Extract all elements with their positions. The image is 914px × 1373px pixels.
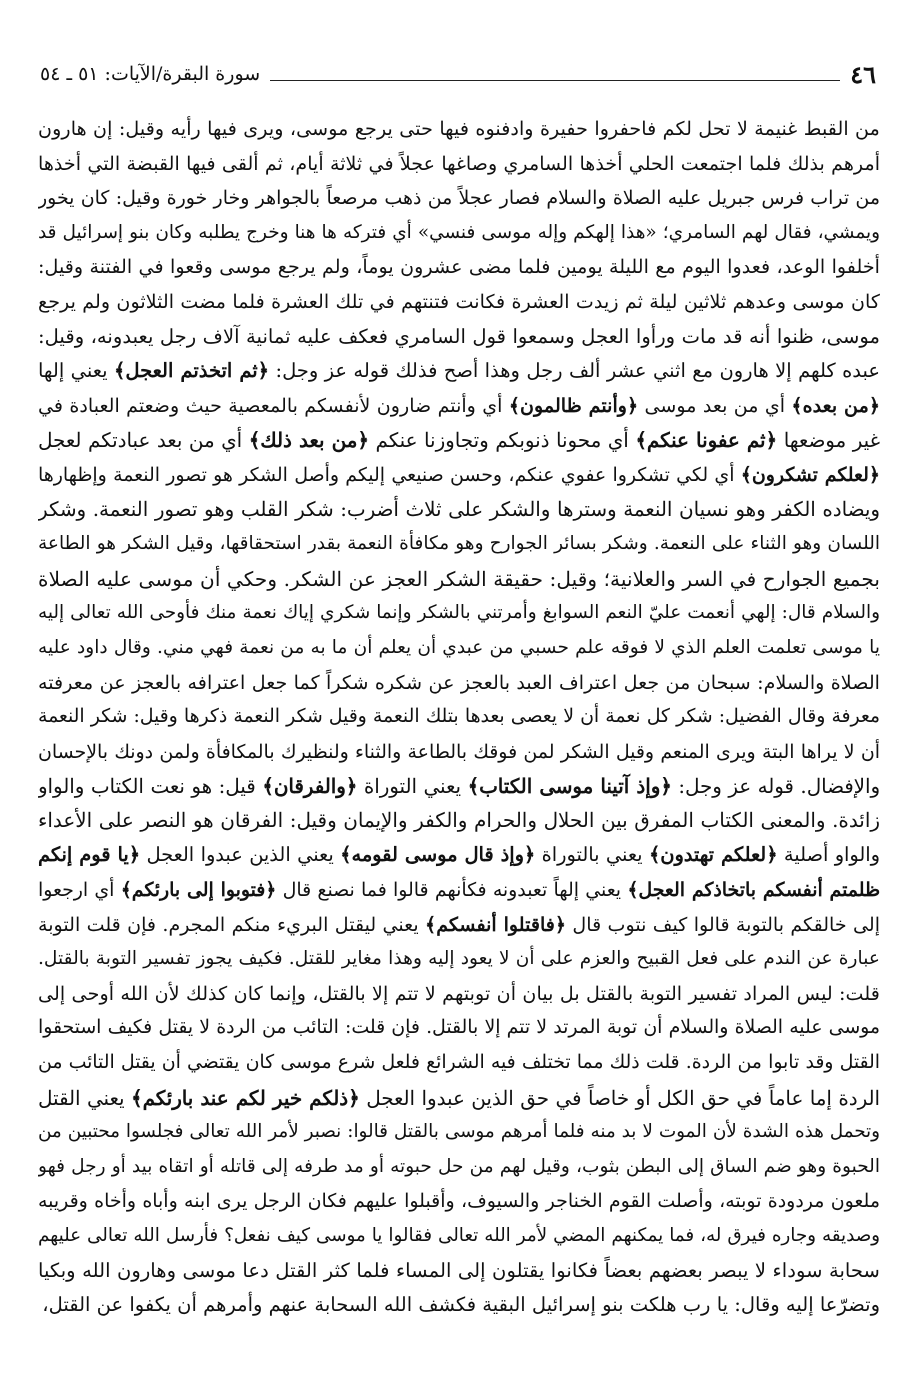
- text-line: والواو أصلية ﴿لعلكم تهتدون﴾ يعني بالتوراة ﴿وإذ قال موسى لقومه﴾ يعني الذين عبدوا العجل ﴿يا قوم إنكم: [38, 843, 880, 867]
- text-line: إلى خالقكم بالتوبة قالوا كيف نتوب قال ﴿فاقتلوا أنفسكم﴾ يعني ليقتل البريء منكم المجرم. فإن قلت التوبة: [38, 912, 880, 936]
- text-line: ﴿من بعده﴾ أي من بعد موسى ﴿وأنتم ظالمون﴾ أي وأنتم ضارون لأنفسكم بالمعصية حيث وضعتم العبادة في: [38, 393, 880, 417]
- body-text: [38, 112, 880, 1323]
- text-line: بجميع الجوارح في السر والعلانية؛ وقيل: حقيقة الشكر العجز عن الشكر. وحكي أن موسى عليه الصلاة: [38, 566, 880, 591]
- text-line: كان موسى وعدهم ثلاثين ليلة ثم زيدت العشرة فكانت فتنتهم في تلك العشرة فلما مضت الثلاثون ولم يرجع: [38, 289, 880, 313]
- text-line: قلت: ليس المراد تفسير التوبة بالقتل بل بيان أن توبتهم لا تتم إلا بالقتل، وإنما كان كذلك لأن الله أوحى إلى: [38, 981, 880, 1005]
- text-line: موسى عليه الصلاة والسلام أن توبة المرتد لا تتم إلا بالقتل. فإن قلت: التائب من الردة لا يقتل فكيف استحقوا: [38, 1017, 880, 1039]
- text-line: من القبط غنيمة لا تحل لكم فاحفروا حفيرة وادفنوه فيها حتى يرجع موسى، ويرى فيها رأيه وقيل: إن هارون: [38, 117, 880, 140]
- text-line: أمرهم بذلك فلما اجتمعت الحلي أخذها السامري وصاغها عجلاً في ثلاثة أيام، ثم ألقى فيها القبضة التي أخذها: [38, 151, 880, 175]
- quran-citation: ﴿والفرقان﴾: [262, 774, 358, 799]
- text-line: أن لا يراها البتة ويرى المنعم وقيل الشكر لمن فوقك بالطاعة والثناء ولنظيرك بالمكافأة ولمن دونك بالإحسان: [38, 740, 880, 763]
- quran-citation: ﴿يا قوم إنكم: [38, 843, 141, 867]
- quran-citation: ﴿ثم اتخذتم العجل﴾: [113, 359, 270, 383]
- text-line: من تراب فرس جبريل عليه الصلاة والسلام فصار عجلاً من ذهب مرصعاً بالجواهر وخار خورة وقيل: كان يخور: [38, 187, 880, 210]
- quran-citation: ﴿لعلكم تشكرون﴾: [740, 463, 880, 486]
- text-line: القتل وقد تابوا من الردة. قلت ذلك مما تختلف فيه الشرائع فلعل شرع موسى كان يقتضي أن يقتل التائب من: [38, 1052, 880, 1074]
- running-title: سورة البقرة/الآيات: ٥١ ـ ٥٤: [40, 63, 261, 85]
- quran-citation: ﴿فتوبوا إلى بارئكم﴾: [120, 879, 277, 902]
- text-line: الردة إما عاماً في حق الكل أو خاصاً في حق الذين عبدوا العجل ﴿ذلكم خير لكم عند بارئكم﴾ يعني القتل: [38, 1085, 880, 1110]
- quran-citation: ﴿من بعده﴾: [791, 393, 880, 417]
- text-line: يا موسى تعلمت العلم الذي لا فوقه علم حسبي من عبدي أن يعلم أن ما به من نعمة فهي مني. وقال داود عليه: [38, 636, 880, 658]
- text-line: الحبوة وهو ضم الساق إلى البطن بثوب، وقيل لهم من حل حبوته أو مد طرفه إلى قاتله أو اتقاه بيد أو رجل فهو: [38, 1155, 880, 1177]
- text-line: الصلاة والسلام: سبحان من جعل اعتراف العبد بالعجز عن شكره شكراً كما جعل اعترافه بالعجز عن معرفته: [38, 670, 880, 694]
- quran-citation: ﴿من بعد ذلك﴾: [248, 428, 369, 453]
- text-line: ويمشي، فقال لهم السامري؛ «هذا إلهكم وإله موسى فنسي» أي فتركه ها هنا وخرج يطلبه وكان بنو إسرائيل قد: [38, 221, 880, 243]
- text-line: معرفة وقال الفضيل: شكر كل نعمة أن لا يعصى بعدها بتلك النعمة وقيل شكر النعمة ذكرها وقيل: شكر النعمة: [38, 706, 880, 728]
- quran-citation: ﴿لعلكم تهتدون﴾: [648, 843, 778, 867]
- text-line: وتضرّعا إليه وقال: يا رب هلكت بنو إسرائيل البقية فكشف الله السحابة عنهم وأمرهم أن يكفوا عن القتل،: [42, 1293, 880, 1317]
- text-line: ﴿لعلكم تشكرون﴾ أي لكي تشكروا عفوي عنكم، وحسن صنيعي إليكم وأصل الشكر هو تصور النعمة وإظهارها: [38, 463, 880, 486]
- quran-citation: ﴿وإذ قال موسى لقومه﴾: [340, 843, 536, 867]
- quran-citation: ﴿ثم عفونا عنكم﴾: [635, 428, 778, 453]
- text-line: اللسان وهو الثناء على النعمة. وشكر بسائر الجوارح وهو مكافأة النعمة بقدر استحقاقها، وقيل الشكر هو الطاعة: [38, 533, 880, 555]
- text-line: سحابة سوداء لا يبصر بعضهم بعضاً فكانوا يقتلون إلى المساء فلما كثر القتل دعا موسى وهارون الله وبكيا: [38, 1258, 880, 1282]
- text-line: زائدة. والمعنى الكتاب المفرق بين الحلال والحرام والكفر والإيمان وقيل: الفرقان هو النصر على الأعداء: [38, 808, 880, 832]
- text-line: عبارة عن الندم على فعل القبيح والعزم على أن لا يعود إليه وهذا مغاير للقتل. فكيف يجوز تفسير التوبة بالقتل.: [38, 948, 880, 970]
- quran-citation: ﴿وإذ آتينا موسى الكتاب﴾: [467, 774, 672, 799]
- quran-citation: ظلمتم أنفسكم باتخاذكم العجل﴾: [627, 879, 880, 902]
- text-line: ملعون مردودة توبته، وأصلت القوم الخناجر والسيوف، وأقبلوا عليهم فكان الرجل يرى ابنه وأباه وأخاه وقريبه: [38, 1190, 880, 1213]
- text-line: وتحمل هذه الشدة لأن الموت لا بد منه فلما أمرهم موسى بالقتل قالوا: نصبر لأمر الله تعالى فجلسوا محتبين من: [38, 1121, 880, 1143]
- quran-citation: ﴿ذلكم خير لكم عند بارئكم﴾: [131, 1085, 360, 1110]
- page-number: ٤٦: [850, 60, 876, 89]
- quran-citation: ﴿فاقتلوا أنفسكم﴾: [425, 912, 567, 936]
- text-line: والإفضال. قوله عز وجل: ﴿وإذ آتينا موسى الكتاب﴾ يعني التوراة ﴿والفرقان﴾ قيل: هو نعت الكتاب والواو: [38, 774, 880, 799]
- text-line: عبده كلهم إلا هارون مع اثني عشر ألف رجل وهذا أصح فذلك قوله عز وجل: ﴿ثم اتخذتم العجل﴾ يعني إلها: [38, 359, 880, 383]
- header-rule: [270, 80, 840, 81]
- page-header: [40, 58, 876, 90]
- text-line: والسلام قال: إلهي أنعمت عليّ النعم السوابغ وأمرتني بالشكر وإنما شكري إياك نعمة منك فأوحى الله تعالى إليه: [38, 602, 880, 624]
- text-line: غير موضعها ﴿ثم عفونا عنكم﴾ أي محونا ذنوبكم وتجاوزنا عنكم ﴿من بعد ذلك﴾ أي من بعد عبادتكم لعجل: [38, 428, 880, 453]
- text-line: ظلمتم أنفسكم باتخاذكم العجل﴾ يعني إلهاً تعبدونه فكأنهم قالوا فما نصنع قال ﴿فتوبوا إلى بارئكم﴾ أي ارجعوا: [38, 879, 880, 902]
- text-line: أخلفوا الوعد، فعدوا اليوم مع الليلة يومين فلما مضى عشرون يوماً، ولم يرجع موسى وقعوا في الفتنة وقيل:: [38, 255, 880, 279]
- text-line: وصديقه وجاره فيرق له، فما يمكنهم المضي لأمر الله تعالى فقالوا يا موسى كيف نفعل؟ فأرسل الله تعالى عليهم: [38, 1225, 880, 1246]
- text-line: ويضاده الكفر وهو نسيان النعمة وسترها والشكر على ثلاث أضرب: شكر القلب وهو تصور النعمة. وشكر: [38, 497, 880, 521]
- quran-citation: ﴿وأنتم ظالمون﴾: [508, 393, 639, 417]
- text-line: موسى، ظنوا أنه قد مات ورأوا العجل وسمعوا قول السامري فعكف عليه ثمانية آلاف رجل يعبدونه، وقيل:: [38, 324, 880, 348]
